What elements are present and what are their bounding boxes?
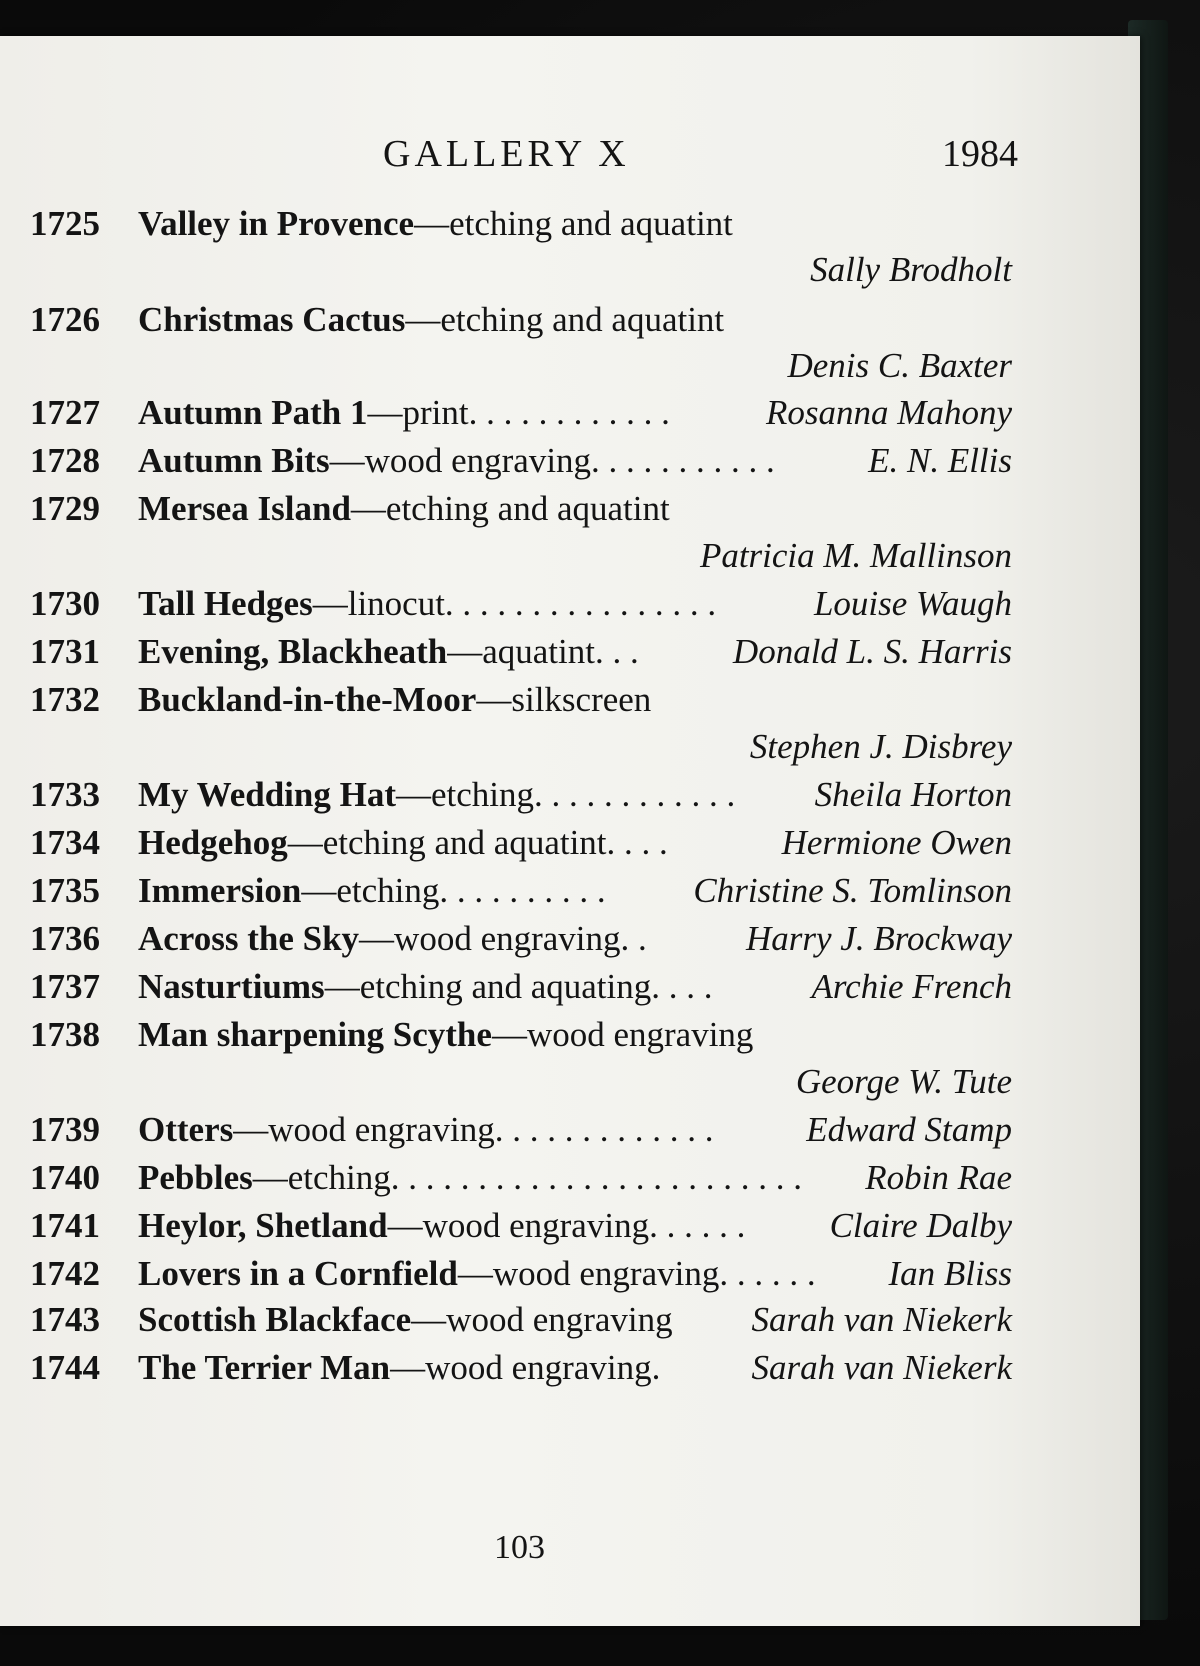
entry-medium: —wood engraving. . . . . . <box>387 1206 746 1245</box>
entry-number: 1730 <box>30 584 100 623</box>
entry-work <box>138 298 724 342</box>
entry-number: 1727 <box>30 393 100 432</box>
entry-number: 1731 <box>30 632 100 671</box>
entry-1730 <box>0 582 1140 626</box>
entry-work <box>138 202 733 246</box>
entry-artist: Archie French <box>811 967 1012 1006</box>
entry-work <box>138 1252 816 1296</box>
entry-title: Across the Sky <box>138 919 360 958</box>
entry-work <box>138 1346 660 1390</box>
entry-artist: Hermione Owen <box>781 823 1012 862</box>
entry-medium: —etching. . . . . . . . . . <box>301 871 606 910</box>
entry-title: Otters <box>138 1110 234 1149</box>
entry-artist: Sarah van Niekerk <box>751 1348 1012 1387</box>
entry-1727 <box>0 391 1140 435</box>
entry-artist: Sheila Horton <box>814 775 1012 814</box>
entry-1742 <box>0 1252 1140 1296</box>
entry-medium: —wood engraving <box>491 1015 754 1054</box>
entry-work <box>138 1298 673 1342</box>
entry-title: Nasturtiums <box>138 967 325 1006</box>
entry-artist: George W. Tute <box>795 1062 1012 1101</box>
entry-medium: —etching and aquatint <box>350 489 670 528</box>
entry-work <box>138 630 639 674</box>
entry-title: Autumn Bits <box>138 441 330 480</box>
entry-1740 <box>0 1156 1140 1200</box>
entry-artist: Donald L. S. Harris <box>732 632 1012 671</box>
entry-title: Scottish Blackface <box>138 1300 412 1339</box>
entry-medium: —etching and aquatint <box>414 204 733 243</box>
entry-work <box>138 439 775 483</box>
entry-work <box>138 821 668 865</box>
entry-artist: Louise Waugh <box>813 584 1012 623</box>
catalogue-year: 1984 <box>942 133 1018 175</box>
entry-1732-artist-line <box>0 725 1140 769</box>
entry-work <box>138 582 716 626</box>
entry-title: Mersea Island <box>138 489 351 528</box>
gallery-title: GALLERY X <box>383 133 630 175</box>
entry-title: Pebbles <box>138 1158 253 1197</box>
entry-1725-artist-line <box>0 248 1140 292</box>
entry-medium: —etching. . . . . . . . . . . . <box>396 775 736 814</box>
entry-1734 <box>0 821 1140 865</box>
entry-number: 1725 <box>30 204 100 243</box>
entry-title: Immersion <box>138 871 302 910</box>
entry-number: 1740 <box>30 1158 100 1197</box>
entry-work <box>138 1108 713 1152</box>
entry-work <box>138 869 606 913</box>
entry-artist: Stephen J. Disbrey <box>749 727 1012 766</box>
entry-1737 <box>0 965 1140 1009</box>
entry-1744 <box>0 1346 1140 1390</box>
entry-number: 1743 <box>30 1300 100 1339</box>
entry-medium: —wood engraving. . <box>359 919 647 958</box>
entry-number: 1736 <box>30 919 100 958</box>
entry-medium: —etching and aquatint <box>405 300 725 339</box>
entry-artist: Denis C. Baxter <box>787 346 1012 385</box>
entry-title: Lovers in a Cornfield <box>138 1254 458 1293</box>
entry-1733 <box>0 773 1140 817</box>
entry-1739 <box>0 1108 1140 1152</box>
entry-number: 1744 <box>30 1348 100 1387</box>
entry-medium: —etching and aquatint. . . . <box>287 823 668 862</box>
entry-1738-artist-line <box>0 1060 1140 1104</box>
entry-1741 <box>0 1204 1140 1248</box>
entry-medium: —silkscreen <box>476 680 652 719</box>
entry-number: 1735 <box>30 871 100 910</box>
entry-medium: —aquatint. . . <box>447 632 639 671</box>
entry-medium: —wood engraving. <box>390 1348 661 1387</box>
entry-medium: —wood engraving. . . . . . <box>457 1254 816 1293</box>
entry-medium: —wood engraving. . . . . . . . . . . . . <box>233 1110 714 1149</box>
entry-artist: Harry J. Brockway <box>746 919 1012 958</box>
entry-number: 1741 <box>30 1206 100 1245</box>
entry-1726-artist-line <box>0 344 1140 388</box>
entry-1735 <box>0 869 1140 913</box>
entry-1728 <box>0 439 1140 483</box>
entry-1731 <box>0 630 1140 674</box>
page-number: 103 <box>494 1529 545 1566</box>
entry-title: Christmas Cactus <box>138 300 406 339</box>
entry-artist: Rosanna Mahony <box>766 393 1012 432</box>
entry-number: 1726 <box>30 300 100 339</box>
entry-artist: Ian Bliss <box>888 1254 1012 1293</box>
entry-medium: —wood engraving <box>411 1300 673 1339</box>
entry-work <box>138 678 651 722</box>
entry-title: Tall Hedges <box>138 584 313 623</box>
entry-1743 <box>0 1298 1140 1342</box>
entry-title: My Wedding Hat <box>138 775 397 814</box>
entry-1729-artist-line <box>0 534 1140 578</box>
entry-medium: —etching and aquating. . . . <box>324 967 713 1006</box>
entry-artist: Edward Stamp <box>806 1110 1012 1149</box>
entry-title: Valley in Provence <box>138 204 415 243</box>
entry-work <box>138 1156 802 1200</box>
entry-number: 1729 <box>30 489 100 528</box>
entry-artist: Christine S. Tomlinson <box>693 871 1012 910</box>
entry-artist: Patricia M. Mallinson <box>699 536 1012 575</box>
entry-medium: —print. . . . . . . . . . . . <box>367 393 670 432</box>
entry-medium: —wood engraving. . . . . . . . . . . <box>329 441 775 480</box>
entry-number: 1742 <box>30 1254 100 1293</box>
entry-number: 1728 <box>30 441 100 480</box>
entry-medium: —linocut. . . . . . . . . . . . . . . . <box>312 584 717 623</box>
entry-work <box>138 1013 753 1057</box>
entry-artist: Claire Dalby <box>829 1206 1012 1245</box>
entry-artist: Sarah van Niekerk <box>751 1300 1012 1339</box>
entry-work <box>138 391 670 435</box>
entry-number: 1737 <box>30 967 100 1006</box>
entry-work <box>138 1204 745 1248</box>
entry-number: 1732 <box>30 680 100 719</box>
entry-work <box>138 965 713 1009</box>
entry-medium: —etching. . . . . . . . . . . . . . . . . . . . . . . . <box>252 1158 803 1197</box>
entry-artist: E. N. Ellis <box>868 441 1012 480</box>
entry-number: 1734 <box>30 823 100 862</box>
entry-artist: Robin Rae <box>865 1158 1012 1197</box>
entry-number: 1733 <box>30 775 100 814</box>
entry-title: Hedgehog <box>138 823 288 862</box>
catalogue-page <box>0 36 1140 1626</box>
entry-work <box>138 487 670 531</box>
entry-list <box>0 36 1140 1626</box>
entry-1736 <box>0 917 1140 961</box>
entry-number: 1738 <box>30 1015 100 1054</box>
entry-title: Man sharpening Scythe <box>138 1015 492 1054</box>
entry-number: 1739 <box>30 1110 100 1149</box>
entry-title: Evening, Blackheath <box>138 632 448 671</box>
entry-work <box>138 917 647 961</box>
entry-title: The Terrier Man <box>138 1348 391 1387</box>
entry-title: Autumn Path 1 <box>138 393 368 432</box>
entry-work <box>138 773 735 817</box>
entry-artist: Sally Brodholt <box>810 250 1012 289</box>
entry-title: Buckland-in-the-Moor <box>138 680 477 719</box>
entry-title: Heylor, Shetland <box>138 1206 388 1245</box>
